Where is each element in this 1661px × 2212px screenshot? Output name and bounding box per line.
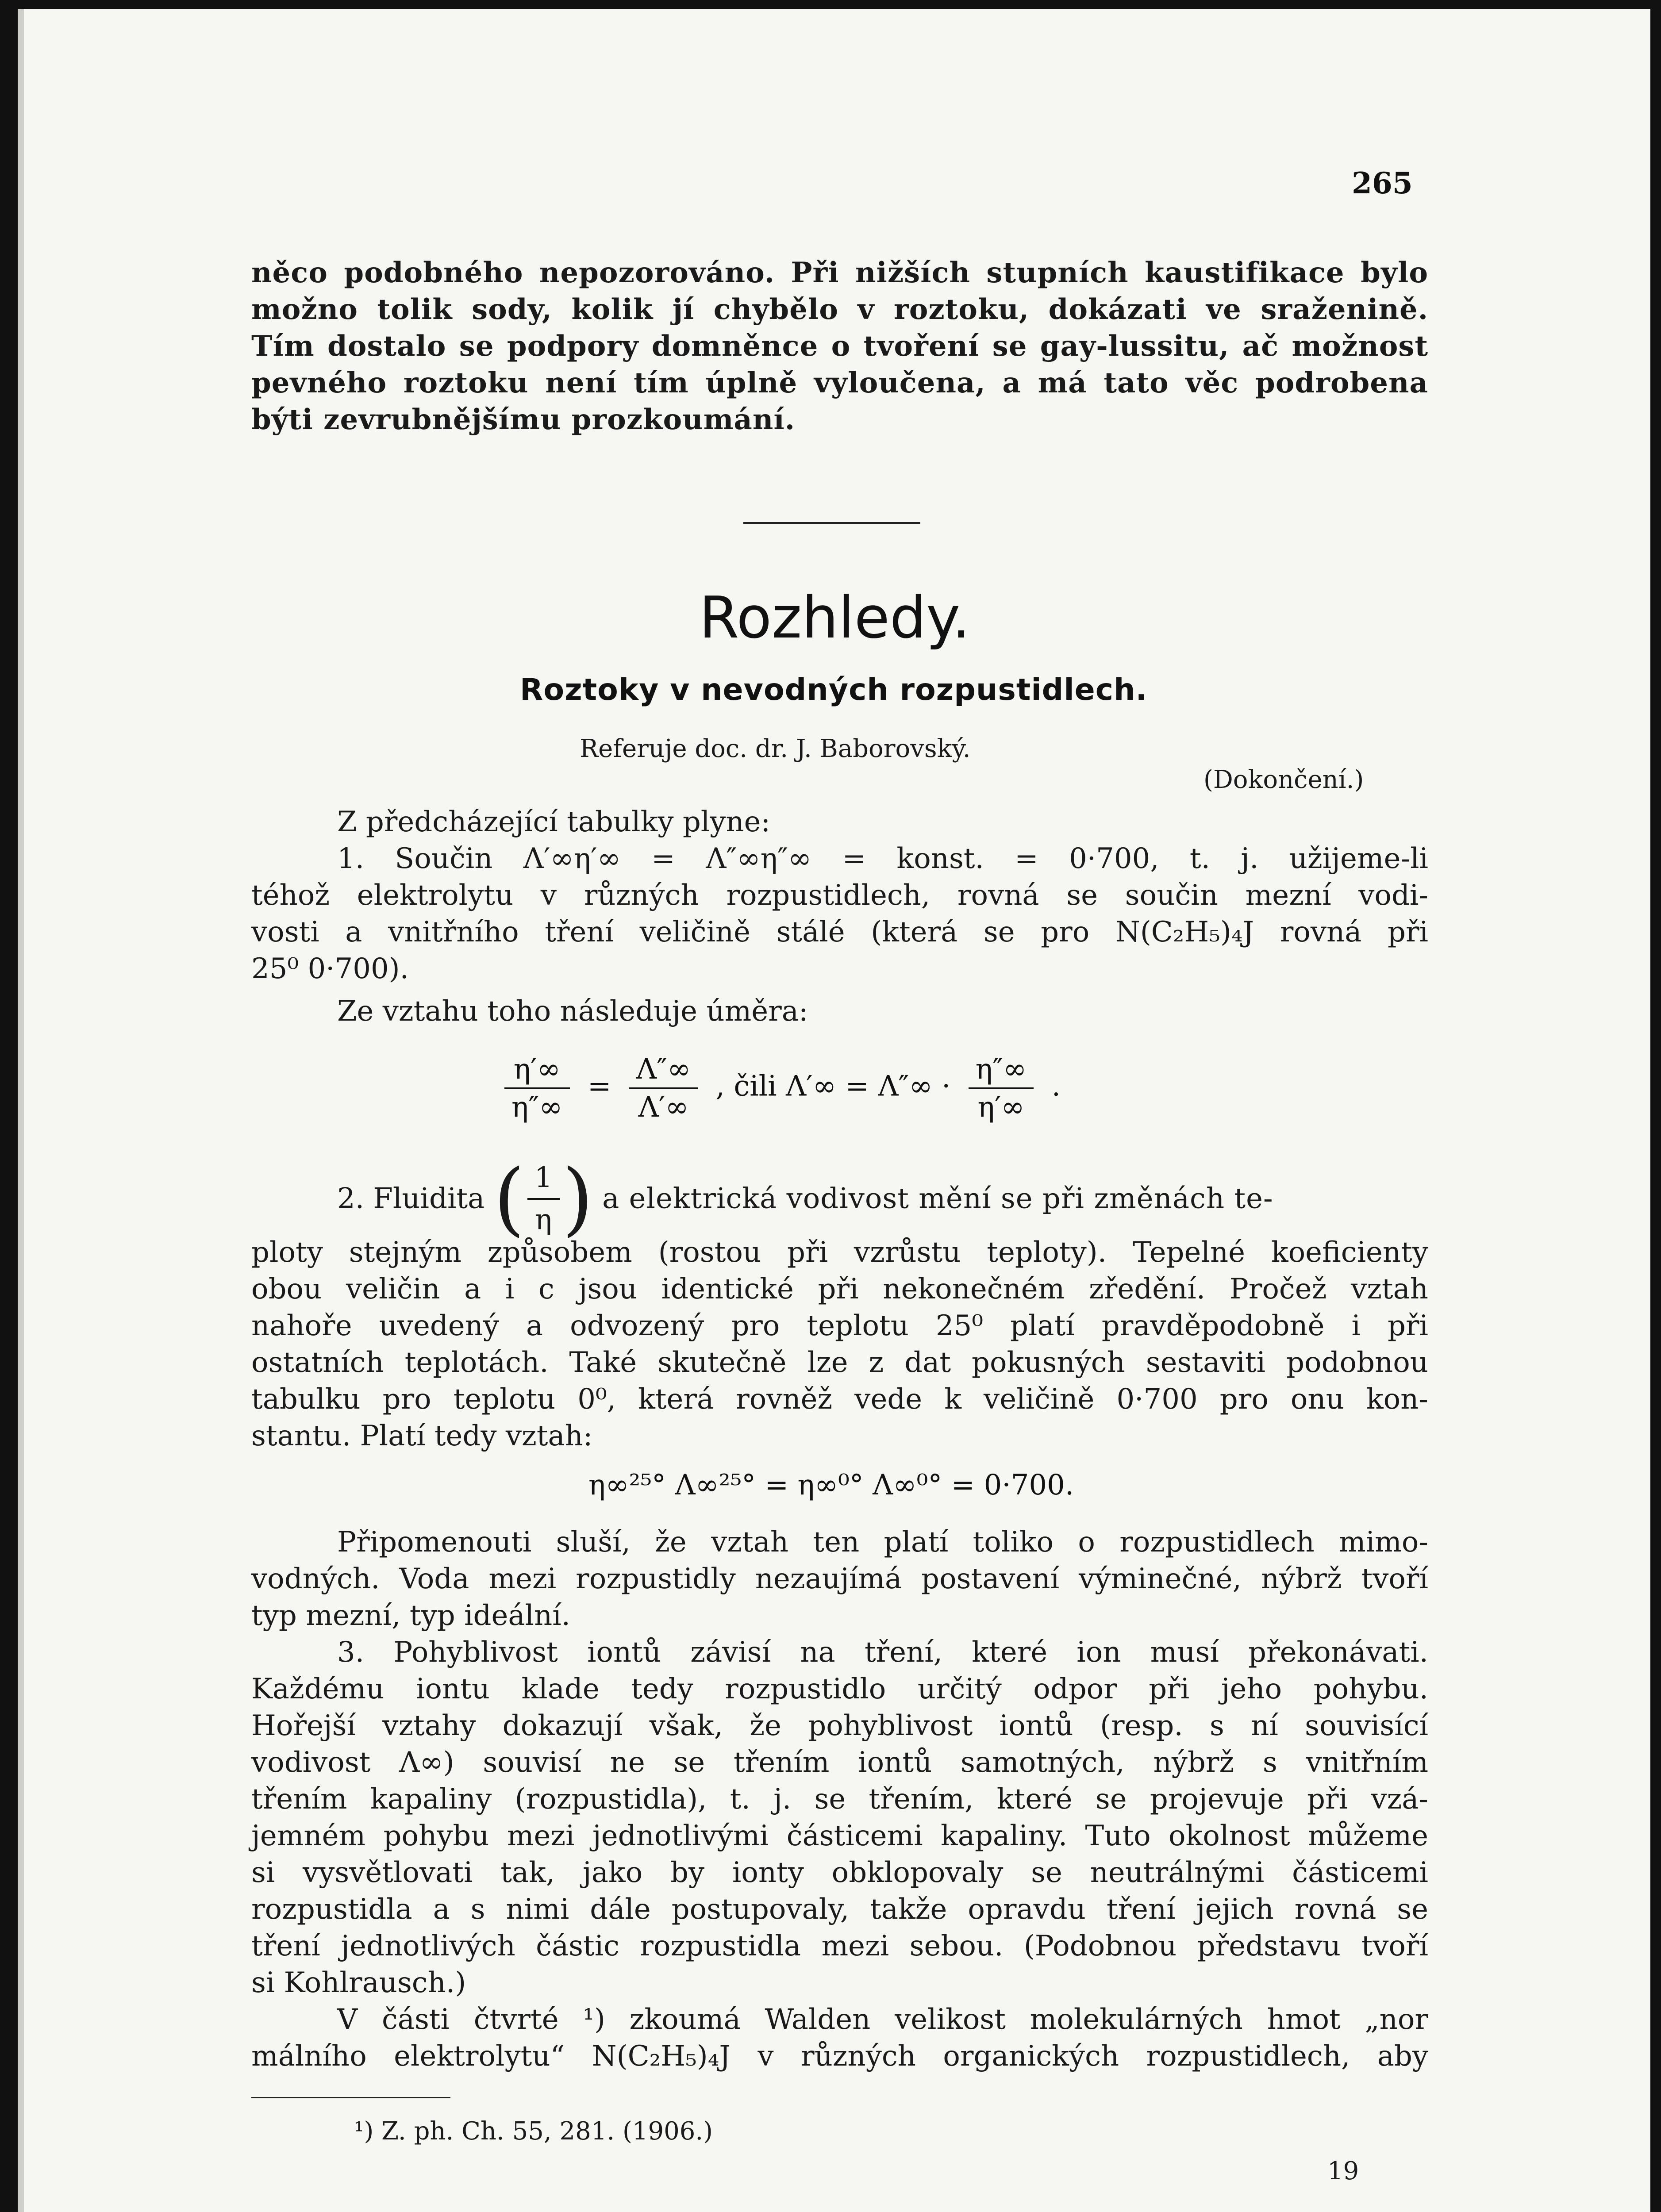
fluidita-line: 2. Fluidita ( $\frac{1}{\eta}$ ) a elektrická vodivost mění se při změnách te- (337, 1152, 1273, 1245)
footnote-rule (251, 2097, 450, 2098)
page-number: 265 (1352, 166, 1413, 200)
text-line: Připomenouti sluší, že vztah ten platí toliko o rozpustidlech mimo- (337, 1526, 1428, 1559)
article-title: Roztoky v nevodných rozpustidlech. (520, 672, 1148, 707)
left-page-edge (18, 9, 24, 2212)
text-line: pevného roztoku není tím úplně vyloučena, a má tato věc podrobena (251, 366, 1428, 399)
paragraph-3 (251, 1524, 1428, 1598)
para1-lead: Z předcházející tabulky plyne: (337, 806, 771, 838)
text-line: jemném pohybu mezi jednotlivými částicemi kapaliny. Tuto okolnost můžeme (251, 1820, 1428, 1852)
fraction: $\frac{\eta'\infty}{\eta''\infty}$ (504, 1053, 570, 1124)
fluidity-fraction: $\frac{1}{\eta}$ (527, 1160, 560, 1238)
document-page (18, 9, 1650, 2212)
text-line: si vysvětlovati tak, jako by ionty obklopovaly se neutrálnými částicemi (251, 1856, 1428, 1889)
relation-intro: Ze vztahu toho následuje úměra: (337, 995, 808, 1028)
text-line: možno tolik sody, kolik jí chybělo v roztoku, dokázati ve sraženině. (251, 293, 1428, 326)
text-line: téhož elektrolytu v různých rozpustidlech, rovná se součin mezní vodi- (251, 879, 1428, 912)
para2-last-line: stantu. Platí tedy vztah: (251, 1420, 593, 1452)
text-line: Každému iontu klade tedy rozpustidlo určitý odpor při jeho pohybu. (251, 1673, 1428, 1705)
footnote: ¹) Z. ph. Ch. 55, 281. (1906.) (354, 2117, 713, 2146)
text-line: nahoře uvedený a odvozený pro teplotu 25⁰ platí pravděpodobně i při (251, 1310, 1428, 1342)
text-line: Hořejší vztahy dokazují však, že pohyblivost iontů (resp. s ní souvisící (251, 1709, 1428, 1742)
paragraph-5 (251, 2001, 1428, 2075)
intro-paragraph (251, 254, 1428, 401)
para4-last-line: si Kohlrausch.) (251, 1966, 466, 1999)
section-divider (743, 522, 920, 524)
paragraph-4 (251, 1634, 1428, 1965)
text-line: Tím dostalo se podpory domněnce o tvoření se gay-lussitu, ač možnost (251, 330, 1428, 363)
text-line: vosti a vnitřního tření veličině stálé (která se pro N(C₂H₅)₄J rovná při (251, 916, 1428, 949)
text-line: obou veličin a i c jsou identické při nekonečném zředění. Pročež vztah (251, 1273, 1428, 1306)
continued-note: (Dokončení.) (1203, 765, 1364, 794)
fraction: $\frac{\Lambda''\infty}{\Lambda'\infty}$ (629, 1053, 698, 1124)
paragraph-2 (251, 1234, 1428, 1418)
paragraph-1 (251, 841, 1428, 951)
intro-last-line: býti zevrubnějšímu prozkoumání. (251, 403, 795, 436)
para3-last-line: typ mezní, typ ideální. (251, 1599, 570, 1632)
text-line: ploty stejným způsobem (rostou při vzrůstu teploty). Tepelné koeficienty (251, 1236, 1428, 1269)
text-line: tření jednotlivých částic rozpustidla mezi sebou. (Podobnou představu tvoří (251, 1930, 1428, 1962)
text-line: V části čtvrté ¹) zkoumá Walden velikost molekulárných hmot „nor (337, 2003, 1428, 2036)
text-line: tabulku pro teplotu 0⁰, která rovněž vede k veličině 0·700 pro onu kon- (251, 1383, 1428, 1416)
text-line: vodivost Λ∞) souvisí ne se třením iontů samotných, nýbrž s vnitřním (251, 1746, 1428, 1779)
fraction: $\frac{\eta''\infty}{\eta'\infty}$ (969, 1053, 1034, 1124)
text-line: 3. Pohyblivost iontů závisí na tření, které ion musí překonávati. (337, 1636, 1428, 1669)
section-heading: Rozhledy. (699, 584, 970, 651)
text-line: rozpustidla a s nimi dále postupovaly, takže opravdu tření jejich rovná se (251, 1893, 1428, 1926)
text-line: třením kapaliny (rozpustidla), t. j. se třením, které se projevuje při vzá- (251, 1783, 1428, 1816)
text-line: 1. Součin Λ′∞η′∞ = Λ″∞η″∞ = konst. = 0·700, t. j. užijeme-li (337, 842, 1428, 875)
signature-mark: 19 (1327, 2157, 1359, 2185)
para1-last-line: 25⁰ 0·700). (251, 952, 409, 985)
text-line: ostatních teplotách. Také skutečně lze z dat pokusných sestaviti podobnou (251, 1346, 1428, 1379)
byline: Referuje doc. dr. J. Baborovský. (580, 734, 971, 763)
proportion-formula: $\frac{\eta'\infty}{\eta''\infty}$ = $\frac{\Lambda''\infty}{\Lambda'\infty}$ , čili Λ′∞ = Λ″∞ · $\frac{\eta''\infty}{\eta'\infty}$ . (496, 1053, 1061, 1124)
equality-formula: η∞²⁵° Λ∞²⁵° = η∞⁰° Λ∞⁰° = 0·700. (588, 1469, 1074, 1502)
text-line: málního elektrolytu“ N(C₂H₅)₄J v různých organických rozpustidlech, aby (251, 2040, 1428, 2073)
text-line: vodných. Voda mezi rozpustidly nezaujímá postavení výminečné, nýbrž tvoří (251, 1563, 1428, 1595)
text-line: něco podobného nepozorováno. Při nižších stupních kaustifikace bylo (251, 256, 1428, 289)
